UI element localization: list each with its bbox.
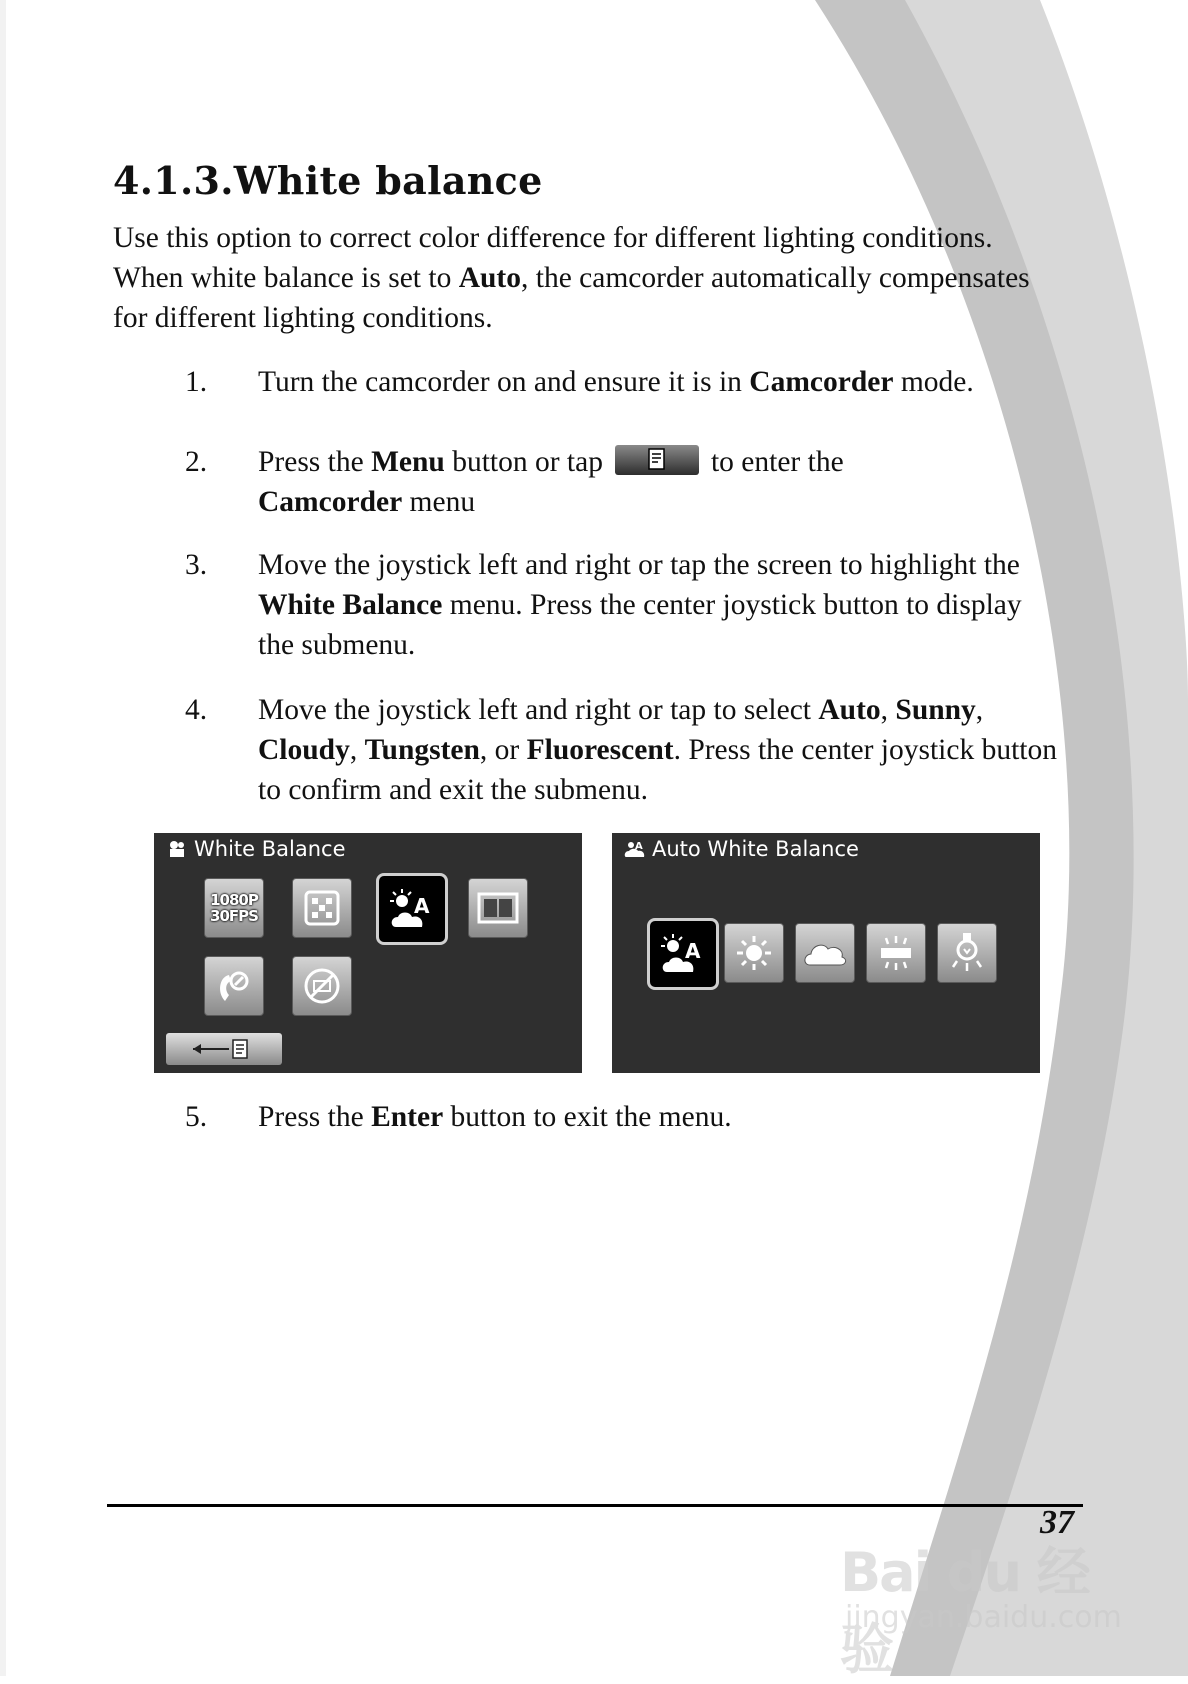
screen-title: White Balance xyxy=(194,837,346,861)
camcorder-icon xyxy=(166,839,188,859)
aspect-tile[interactable] xyxy=(468,878,528,938)
watermark xyxy=(840,1530,1122,1681)
white-balance-tile[interactable] xyxy=(376,873,448,945)
auto-white-balance-icon xyxy=(659,932,707,976)
white-balance-small-icon xyxy=(624,839,646,859)
bulb-icon xyxy=(947,931,987,975)
wb-fluorescent-option[interactable] xyxy=(937,923,997,983)
auto-white-balance-screen xyxy=(612,833,1040,1073)
cloudy-icon xyxy=(802,937,848,969)
wb-sunny-option[interactable] xyxy=(724,923,784,983)
fluorescent-tube-icon xyxy=(875,933,917,973)
resolution-tile[interactable]: 1080P 30FPS xyxy=(204,878,264,938)
auto-white-balance-icon xyxy=(388,887,436,931)
screen-title: Auto White Balance xyxy=(652,837,859,861)
quality-tile[interactable] xyxy=(292,878,352,938)
footer-rule xyxy=(107,1504,1083,1507)
menu-button-icon xyxy=(615,445,699,475)
wb-cloudy-option[interactable] xyxy=(795,923,855,983)
white-balance-menu-screen xyxy=(154,833,582,1073)
step-number: 4. xyxy=(185,694,208,726)
intro-paragraph: Use this option to correct color difference for different lighting conditions. When white balance is set to Auto, the camcorder automatically compensates for different lighting conditions. xyxy=(113,222,1030,334)
stabilizer-tile[interactable] xyxy=(204,956,264,1016)
aspect-icon xyxy=(476,890,520,926)
watermark-brand: Bai du 经验 xyxy=(840,1541,1089,1681)
step-number: 5. xyxy=(185,1101,208,1133)
page-edge xyxy=(0,0,6,1676)
back-arrow-icon xyxy=(189,1037,259,1061)
wb-tungsten-option[interactable] xyxy=(866,923,926,983)
step-number: 3. xyxy=(185,549,208,581)
step-number: 2. xyxy=(185,446,208,478)
motion-detect-tile[interactable] xyxy=(292,956,352,1016)
sunny-icon xyxy=(734,933,774,973)
back-button[interactable] xyxy=(166,1033,282,1065)
stabilizer-icon xyxy=(213,965,255,1007)
quality-icon xyxy=(302,888,342,928)
svg-text:A: A xyxy=(414,894,430,918)
motion-detect-icon xyxy=(301,965,343,1007)
watermark-site: jingyan.baidu.com xyxy=(845,1600,1122,1635)
wb-auto-option[interactable] xyxy=(647,918,719,990)
section-heading: 4.1.3.White balance xyxy=(113,158,543,203)
page-number: 37 xyxy=(1040,1504,1074,1541)
svg-text:A: A xyxy=(635,841,643,852)
step-number: 1. xyxy=(185,366,208,398)
svg-text:A: A xyxy=(685,939,701,963)
